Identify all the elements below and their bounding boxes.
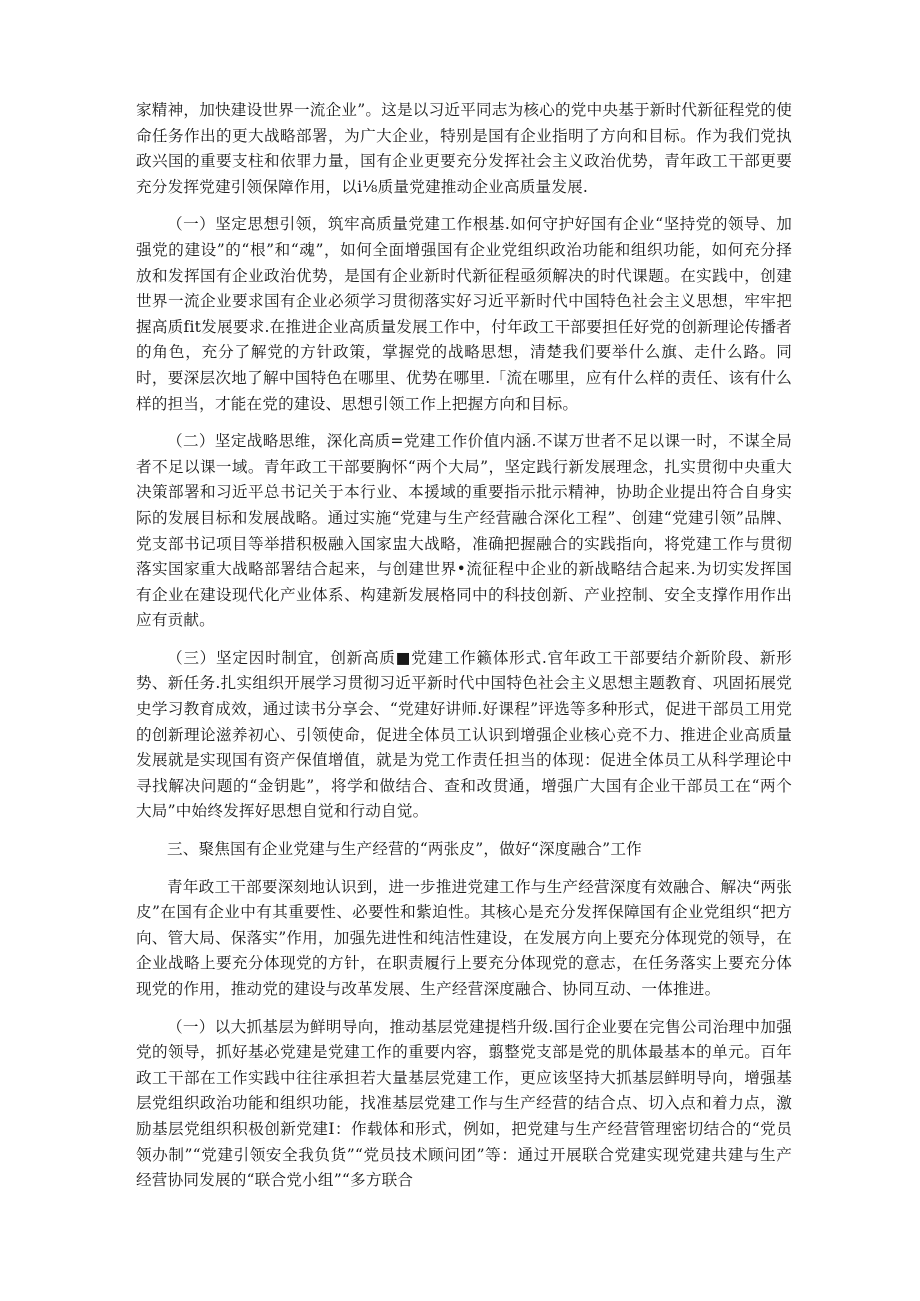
paragraph-grassroots: （一）以大抓基层为鲜明导向，推动基层党建提档升级.国行企业要在完售公司治理中加强党的领导，抓好基必党建是党建工作的重要内容，翦整党支部是党的肌体最基本的单元。百年政工干部在工作实践中往往承担若大量基层党建工作，更应该坚持大抓基层鲜明导向，增强基层党组织政治功能和组织功能，找准基层党建工作与生产经营的结合点、切入点和着力点，激励基层党组织积极创新党建Ⅰ：作载体和形式，例如，把党建与生产经营管理密切结合的“党员领办制”“党建引领安全我负货”“党员技术顾问团”等：通过开展联合党建实现党建共建与生产经营协同发展的“联合党小组”“多方联合 [136, 1017, 792, 1190]
paragraph-continuation: 家精神，加快建设世界一流企业”。这是以习近平同志为核心的党中央基于新时代新征程党的使命任务作出的更大战略部署，为广大企业，特别是国有企业指明了方向和目标。作为我们党执政兴国的重要支柱和依罪力量，国有企业更要充分发挥社会主义政治优势，青年政工干部更要充分发挥党建引领保障作用，以i⅛质量党建推动企业高质量发展. [136, 101, 792, 196]
document-body [136, 98, 792, 1194]
section-heading: 三、聚焦国有企业党建与生产经营的“两张皮”，做好“深度融合”工作 [167, 840, 642, 859]
paragraph-ideological-guidance: （一）坚定思想引领，筑牢高质量党建工作根基.如何守护好国有企业“坚持党的领导、加强党的建设”的“根”和“魂”，如何全面增强国有企业党组织政治功能和组织功能，如何充分择放和发挥国有企业政治优势，是国有企业新时代新征程亟须解决的时代课题。在实践中，创建世界一流企业要求国有企业必须学习贯彻落实好习近平新时代中国特色社会主义思想，牢牢把握高质fit发展要求.在推进企业高质量发展工作中，付年政工干部要担任好党的创新理论传播者的角色，充分了解党的方针政策，掌握党的战略思想，清楚我们要举什么旗、走什么路。同时，要深层次地了解中国特色在哪里、优势在哪里.「流在哪里，应有什么样的责任、该有什么样的担当，才能在党的建设、思想引领工作上把握方向和目标。 [136, 215, 792, 413]
paragraph-integration-intro: 青年政工干部要深刻地认识到，进一步推进党建工作与生产经营深度有效融合、解决“两张皮”在国有企业中有其重要性、必要性和紫迫性。其核心是充分发挥保障国有企业党组织“把方向、管大局、保落实”作用，加强先进性和纯洁性建设，在发展方向上要充分体现党的领导，在企业战略上要充分体现党的方针，在职责履行上要充分体现党的意志，在任务落实上要充分体现党的作用，推动党的建设与改革发展、生产经营深度融合、协同互动、一体推进。 [136, 877, 792, 998]
paragraph-innovative-forms: （三）坚定因时制宜，创新高质■党建工作籁体形式.官年政工干部要结介新阶段、新形势、新任务.扎实组织开展学习贯彻习近平新时代中国特色社会主义思想主题教育、巩固拓展党史学习教育成效，通过读书分享会、“党建好讲师.好课程”评选等多种形式，促进干部员工用党的创新理论滋养初心、引领使命，促进全体员工认识到增强企业核心竞不力、推进企业高质量发展就是实现国有资产保值增值，就是为党工作责任担当的体现：促进全体员工从科学理论中寻找解决问题的“金钥匙”，将学和做结合、查和改贯通，增强广大国有企业干部员工在“两个大局”中始终发挥好思想自觉和行动自觉。 [136, 648, 792, 821]
paragraph-strategic-thinking: （二）坚定战略思维，深化高质=党建工作价值内涵.不谋万世者不足以课一时，不谋全局者不足以课一域。青年政工干部要胸怀“两个大局”，坚定践行新发展理念，扎实贯彻中央重大决策部署和习近平总书记关于本行业、本援域的重要指示批示精神，协助企业提出符合自身实际的发展目标和发展战略。通过实施“党建与生产经营融合深化工程”、创建“党建引领”品牌、党支部书记项目等举措积极融入国家盅大战略，准确把握融合的实践指向，将党建工作与贯彻落实国家重大战略部署结合起来，与创建世界•流征程中企业的新战略结合起来.为切实发挥国有企业在建设现代化产业体系、构建新发展格同中的科技创新、产业控制、安全支撑作用作出应有贡献。 [136, 432, 792, 630]
